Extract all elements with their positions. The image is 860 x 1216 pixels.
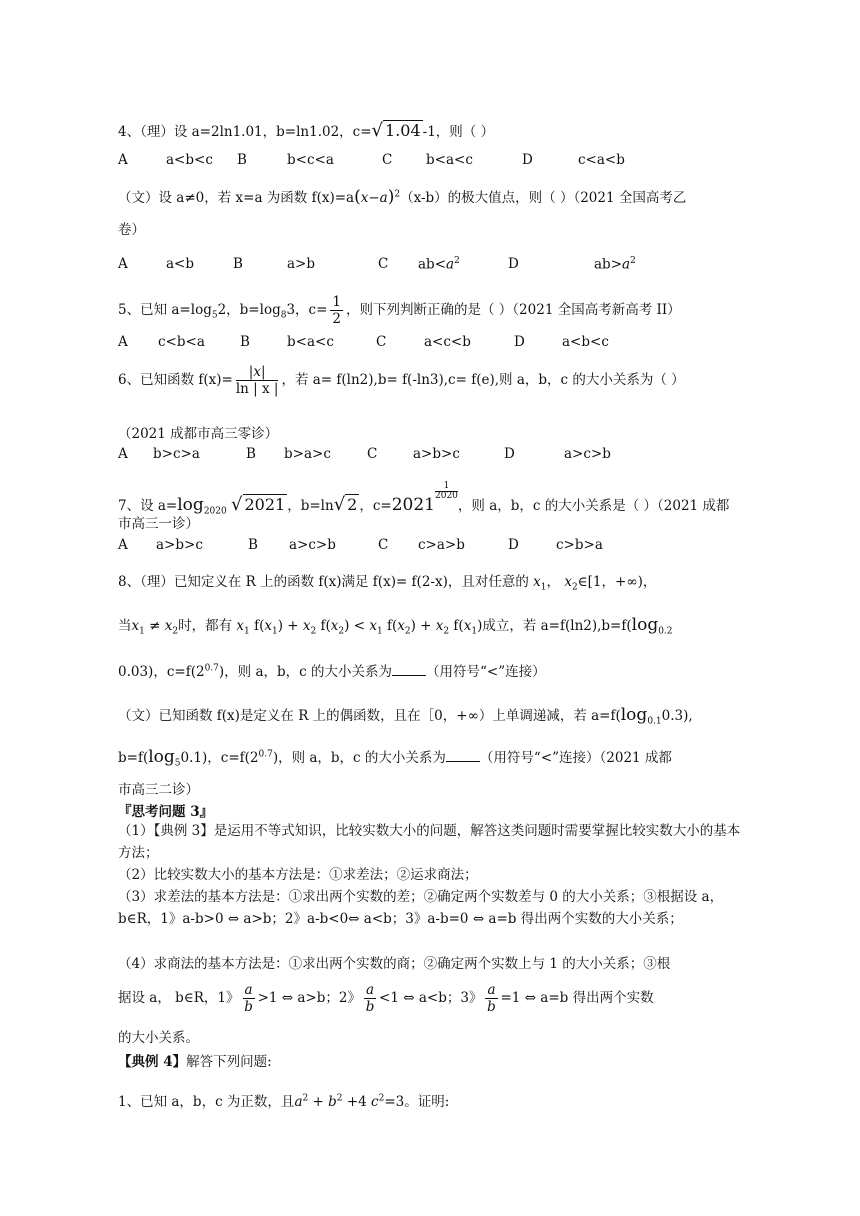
- example-heading: 【典例 4】解答下列问题:: [118, 1054, 272, 1070]
- q7-line: 7、设 $a=\log_{2020}$ √ 2021 ，b=ln√ 2 ，c=2021 $^{\frac{1}{2020}}$ ，则 a，b，c 的大小关系是（ ）（2021 成都: [118, 481, 730, 517]
- q7-cont: 市高三一诊）: [118, 516, 199, 532]
- q4-line: 4、（理）设 a=2ln1.01，b=ln1.02，c=√ 1.04 -1，则（ ）: [118, 120, 495, 141]
- q6-line: 6、已知函数 f(x)= $\frac{|x|}{\ln | x |}$ ，若 a= f(ln2),b= f(-ln3),c= f(e),则 a，b，c 的大小关系为（ ）: [118, 364, 685, 397]
- sqrt-value: 1.04: [385, 121, 421, 140]
- q8-line-3: 0.03)，$c=f(2^{0.7})$，则 a，b，c 的大小关系为 （用符号“<”连接）: [118, 663, 546, 680]
- think-p3: （3）求差法的基本方法是：①求出两个实数的差；②确定两个实数差与 0 的大小关系；③根据设 a， b∈R，1》a-b>0 ⇔ a>b；2》a-b<0⇔ a<b；3》a-b=0 ⇔ a=b 得出两个实数的大小关系；: [118, 889, 724, 927]
- ex4-q1: 1、已知 a，b，c 为正数，且$a^2 + b^2 +4$ $c^2=3$。证明:: [118, 1093, 450, 1110]
- q6-source: （2021 成都市高三零诊）: [118, 426, 279, 442]
- q4-wen-line: （文）设 a≠0，若 x=a 为函数 $f(x)=a(x-a)^2(x-b)$的极大值点，则（ ）（2021 全国高考乙: [118, 187, 687, 207]
- section-heading: 『思考问题 3』: [118, 804, 214, 820]
- answer-blank: [446, 749, 480, 762]
- think-p2: （2）比较实数大小的基本方法是：①求差法；②运求商法；: [118, 867, 478, 883]
- fraction-half: $\frac{1}{2}$: [332, 294, 342, 327]
- answer-blank: [392, 663, 426, 676]
- think-p4a: （4）求商法的基本方法是：①求出两个实数的商；②确定两个实数上与 1 的大小关系；③根: [118, 956, 671, 972]
- think-p1: （1）【典例 3】是运用不等式知识，比较实数大小的问题，解答这类问题时需要掌握比较实数大小的基本方法；: [118, 823, 741, 861]
- q8-wen-line-2: $b=f(\log_50.1)$，$c=f(2^{0.7})$，则 a，b，c 的大小关系为 （用符号“<”连接）（2021 成都: [118, 747, 672, 769]
- think-p4b: 据设 a， b∈R，1》 $\frac{a}{b}$ >1 ⇔ a>b；2》 $\frac{a}{b}$ <1 ⇔ a<b；3》 $\frac{a}{b}$ =1 ⇔ a=b 得出两个实数: [118, 982, 654, 1015]
- q8-line-2: 当$x_1 \ne x_2$时，都有 $x_1$ $f(x_1) + x_2$ $f(x_2) < x_1$ $f(x_2) + x_2$ $f(x_1)$成立，若 $a=f(\ln 2),b=f(\log_{0.2}$: [118, 615, 673, 637]
- q6-fraction: $\frac{|x|}{\ln | x |}$: [235, 364, 279, 397]
- think-p4c: 的大小关系。: [118, 1030, 199, 1046]
- q8-wen-line-3: 市高三二诊）: [118, 782, 199, 798]
- q4-wen-cont: 卷）: [118, 222, 145, 238]
- q8-line-1: 8、（理）已知定义在 R 上的函数 f(x)满足 f(x)= f(2-x)，且对任意的 $x_1$， $x_2\in[1$，+∞)，: [118, 574, 657, 593]
- q8-wen-line-1: （文）已知函数 f(x)是定义在 R 上的偶函数，且在［0，+∞）上单调递减，若 $a=f(\log_{0.1}0.3)$,: [118, 705, 693, 727]
- q5-line: 5、已知 $a=\log_52$，$b=\log_83$，c= $\frac{1}{2}$ ，则下列判断正确的是（ ）（2021 全国高考新高考 II）: [118, 294, 681, 327]
